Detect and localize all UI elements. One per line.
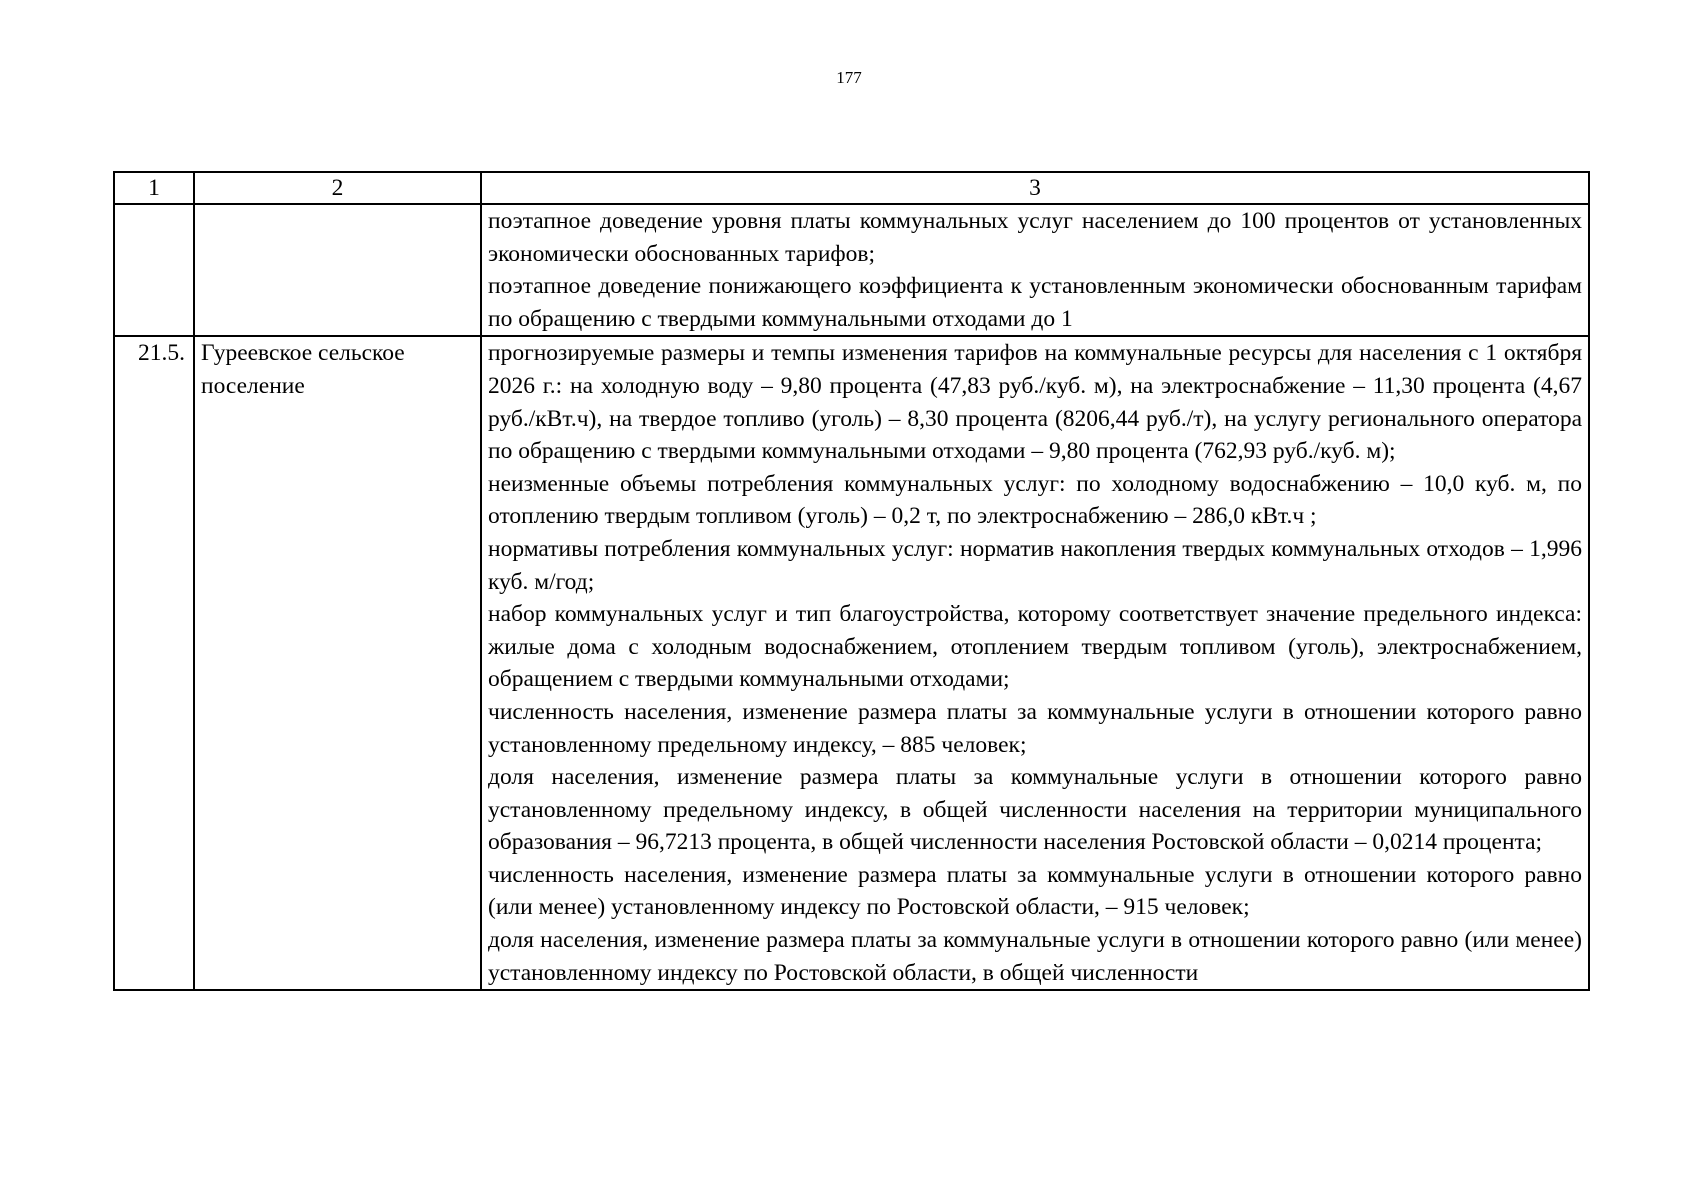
content-paragraph: поэтапное доведение понижающего коэффициента к установленным экономически обоснованным тарифам по обращению с твердыми коммунальными отходами до 1 [488, 273, 1582, 332]
content-paragraph: неизменные объемы потребления коммунальных услуг: по холодному водоснабжению – 10,0 куб. м, по отоплению твердым топливом (уголь) – 0,2 т, по электроснабжению – 286,0 кВт.ч ; [488, 470, 1582, 530]
content-paragraph: доля населения, изменение размера платы за коммунальные услуги в отношении которого равно установленному предельному индексу, в общей численности населения на территории муниципального образования – 96,7213 процента, в общей численности населения Ростовской области – 0,0214 процента; [488, 764, 1582, 856]
content-paragraph: поэтапное доведение уровня платы коммунальных услуг населением до 100 процентов от установленных экономически обоснованных тарифов; [488, 208, 1582, 267]
content-paragraph: доля населения, изменение размера платы за коммунальные услуги в отношении которого равно (или менее) установленному индексу по Ростовской области, в общей численности [488, 927, 1582, 986]
content-cell [481, 204, 1589, 336]
content-paragraph: прогнозируемые размеры и темпы изменения тарифов на коммунальные ресурсы для населения с 1 октября 2026 г.: на холодную воду – 9,80 процента (47,83 руб./куб. м), на электроснабжение – 11,30 процента (4,67 руб./кВт.ч), на твердое топливо (уголь) – 8,30 процента (8206,44 руб./т), на услугу регионального оператора по обращению с твердыми коммунальными отходами – 9,80 процента (762,93 руб./куб. м); [488, 340, 1582, 465]
content-paragraph: нормативы потребления коммунальных услуг: норматив накопления твердых коммунальных отходов – 1,996 куб. м/год; [488, 535, 1582, 595]
content-paragraph: численность населения, изменение размера платы за коммунальные услуги в отношении которого равно установленному предельному индексу, – 885 человек; [488, 698, 1582, 758]
page-number: 177 [836, 68, 862, 87]
table-row-continuation [114, 204, 1589, 336]
content-cell [481, 336, 1589, 990]
settlement-name-cell: Гуреевское сельское поселение [194, 336, 481, 990]
content-paragraph: набор коммунальных услуг и тип благоустройства, которому соответствует значение предельного индекса: жилые дома с холодным водоснабжением, отоплением твердым топливом (уголь), электроснабжением, обращением с твердыми коммунальными отходами; [488, 601, 1582, 693]
row-number-cell [114, 204, 194, 336]
settlement-name-cell [194, 204, 481, 336]
tariff-table [113, 171, 1590, 991]
column-header-1: 1 [114, 172, 194, 204]
table-header-row [114, 172, 1589, 204]
row-number-cell: 21.5. [114, 336, 194, 990]
table-row-21-5 [114, 336, 1589, 990]
column-header-2: 2 [194, 172, 481, 204]
column-header-3: 3 [481, 172, 1589, 204]
content-paragraph: численность населения, изменение размера платы за коммунальные услуги в отношении которого равно (или менее) установленному индексу по Ростовской области, – 915 человек; [488, 861, 1582, 921]
